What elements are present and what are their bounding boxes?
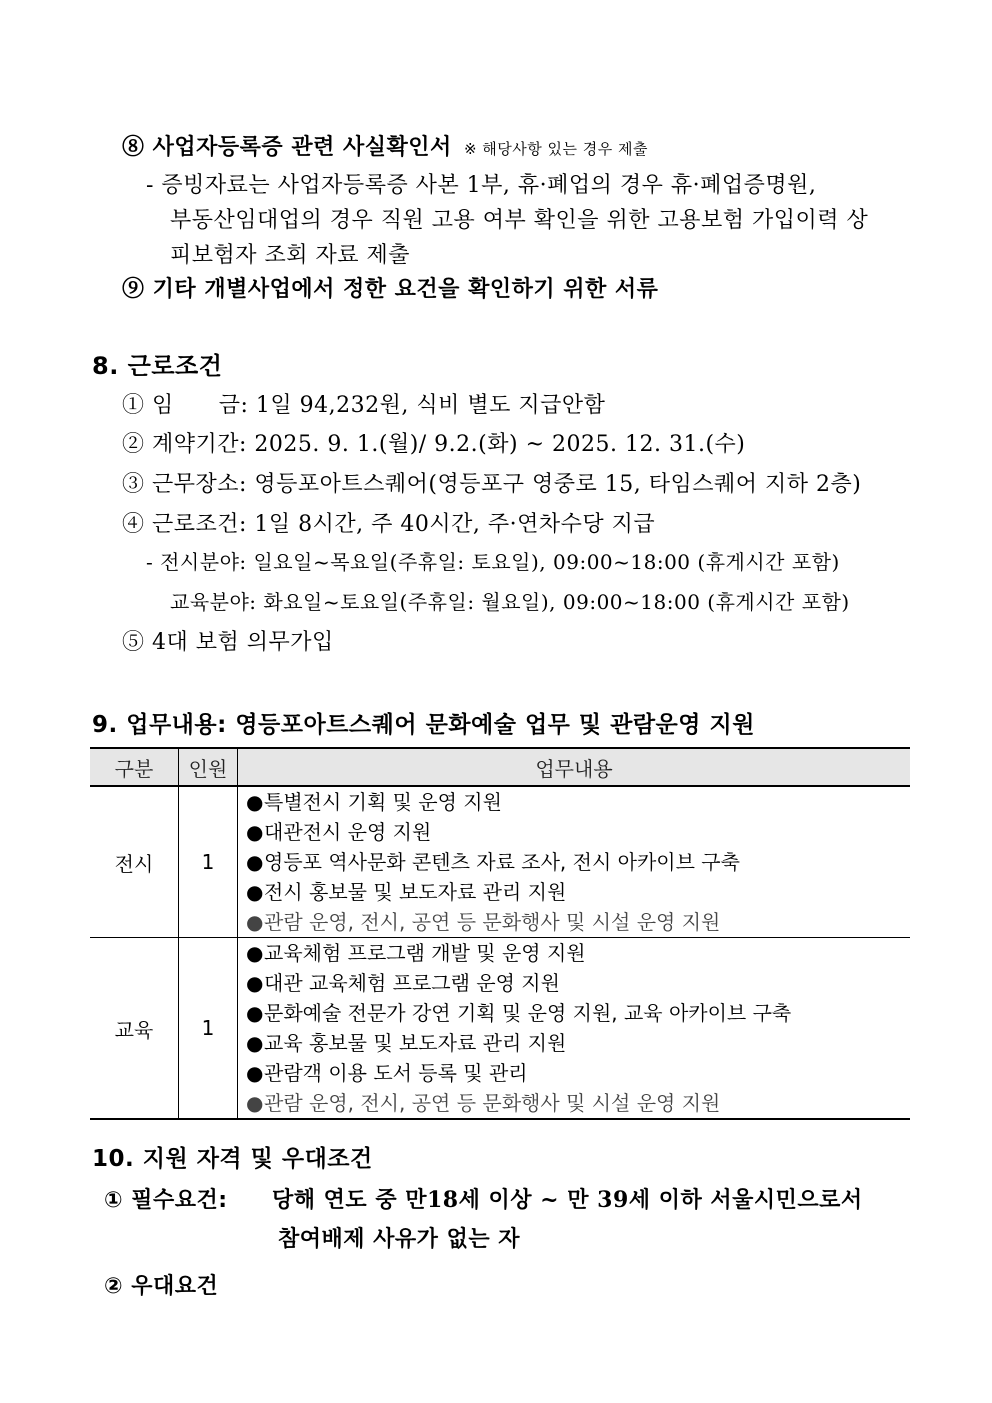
header-tasks: 업무내용 — [238, 748, 911, 786]
section10-heading: 10. 지원 자격 및 우대조건 — [92, 1146, 373, 1172]
section8-sub-1: - 전시분야: 일요일~목요일(주휴일: 토요일), 09:00~18:00 (휴게시간 포함) — [146, 550, 840, 574]
section10-item1-label: ① 필수요건: — [104, 1188, 228, 1213]
row-category: 교육 — [90, 938, 179, 1120]
list-item: ●대관 교육체험 프로그램 운영 지원 — [246, 968, 910, 998]
list-item: ●관람객 이용 도서 등록 및 관리 — [246, 1058, 910, 1088]
list-item: ●문화예술 전문가 강연 기획 및 운영 지원, 교육 아카이브 구축 — [246, 998, 910, 1028]
table-row — [90, 786, 910, 938]
section8-item-4: ④ 근로조건: 1일 8시간, 주 40시간, 주·연차수당 지급 — [122, 512, 656, 537]
section10-item1-line-2: 참여배제 사유가 없는 자 — [278, 1226, 520, 1252]
row-category: 전시 — [90, 786, 179, 938]
section10-item1-line-1: 당해 연도 중 만18세 이상 ~ 만 39세 이하 서울시민으로서 — [272, 1187, 863, 1213]
list-item: ●특별전시 기획 및 운영 지원 — [246, 787, 910, 817]
section8-sub-2: 교육분야: 화요일~토요일(주휴일: 월요일), 09:00~18:00 (휴게시간 포함) — [170, 590, 850, 614]
bullet-icon: ● — [246, 971, 264, 995]
section8-item-1: ① 임 금: 1일 94,232원, 식비 별도 지급안함 — [122, 393, 606, 418]
bullet-icon: ● — [246, 1001, 264, 1025]
row-tasks — [238, 938, 911, 1120]
item8-sub-line-1: - 증빙자료는 사업자등록증 사본 1부, 휴·폐업의 경우 휴·폐업증명원, — [146, 173, 817, 198]
bullet-icon: ● — [246, 790, 264, 814]
table-header-row — [90, 748, 910, 786]
list-item: ●교육체험 프로그램 개발 및 운영 지원 — [246, 938, 910, 968]
item8-title-text: ⑧ 사업자등록증 관련 사실확인서 — [122, 134, 452, 160]
item8-sub-line-2: 부동산임대업의 경우 직원 고용 여부 확인을 위한 고용보험 가입이력 상 — [170, 208, 869, 233]
section10-item2: ② 우대요건 — [104, 1274, 219, 1299]
item8-sub-line-3: 피보험자 조회 자료 제출 — [170, 243, 411, 268]
item9-title: ⑨ 기타 개별사업에서 정한 요건을 확인하기 위한 서류 — [122, 276, 659, 302]
list-item: ●영등포 역사문화 콘텐츠 자료 조사, 전시 아카이브 구축 — [246, 847, 910, 877]
row-count: 1 — [179, 938, 238, 1120]
item8-note: ※ 해당사항 있는 경우 제출 — [463, 140, 648, 158]
bullet-icon: ● — [246, 820, 264, 844]
list-item: ●전시 홍보물 및 보도자료 관리 지원 — [246, 877, 910, 907]
bullet-icon: ● — [246, 941, 264, 965]
row-count: 1 — [179, 786, 238, 938]
list-item: ●교육 홍보물 및 보도자료 관리 지원 — [246, 1028, 910, 1058]
bullet-icon: ● — [246, 1061, 264, 1085]
section8-item-3: ③ 근무장소: 영등포아트스퀘어(영등포구 영중로 15, 타임스퀘어 지하 2층) — [122, 472, 862, 497]
section9-heading: 9. 업무내용: 영등포아트스퀘어 문화예술 업무 및 관람운영 지원 — [92, 712, 755, 738]
bullet-icon: ● — [246, 910, 264, 934]
header-category: 구분 — [90, 748, 179, 786]
header-count: 인원 — [179, 748, 238, 786]
list-item: ●관람 운영, 전시, 공연 등 문화행사 및 시설 운영 지원 — [246, 907, 910, 937]
list-item: ●관람 운영, 전시, 공연 등 문화행사 및 시설 운영 지원 — [246, 1088, 910, 1118]
row-tasks — [238, 786, 911, 938]
bullet-icon: ● — [246, 1091, 264, 1115]
bullet-icon: ● — [246, 1031, 264, 1055]
section8-item-2: ② 계약기간: 2025. 9. 1.(월)/ 9.2.(화) ~ 2025. 12. 31.(수) — [122, 432, 746, 457]
list-item: ●대관전시 운영 지원 — [246, 817, 910, 847]
item8-title — [122, 130, 648, 161]
bullet-icon: ● — [246, 850, 264, 874]
section8-item-5: ⑤ 4대 보험 의무가입 — [122, 630, 334, 655]
section8-heading: 8. 근로조건 — [92, 352, 223, 380]
bullet-icon: ● — [246, 880, 264, 904]
table-row — [90, 938, 910, 1120]
work-table — [90, 747, 910, 1120]
